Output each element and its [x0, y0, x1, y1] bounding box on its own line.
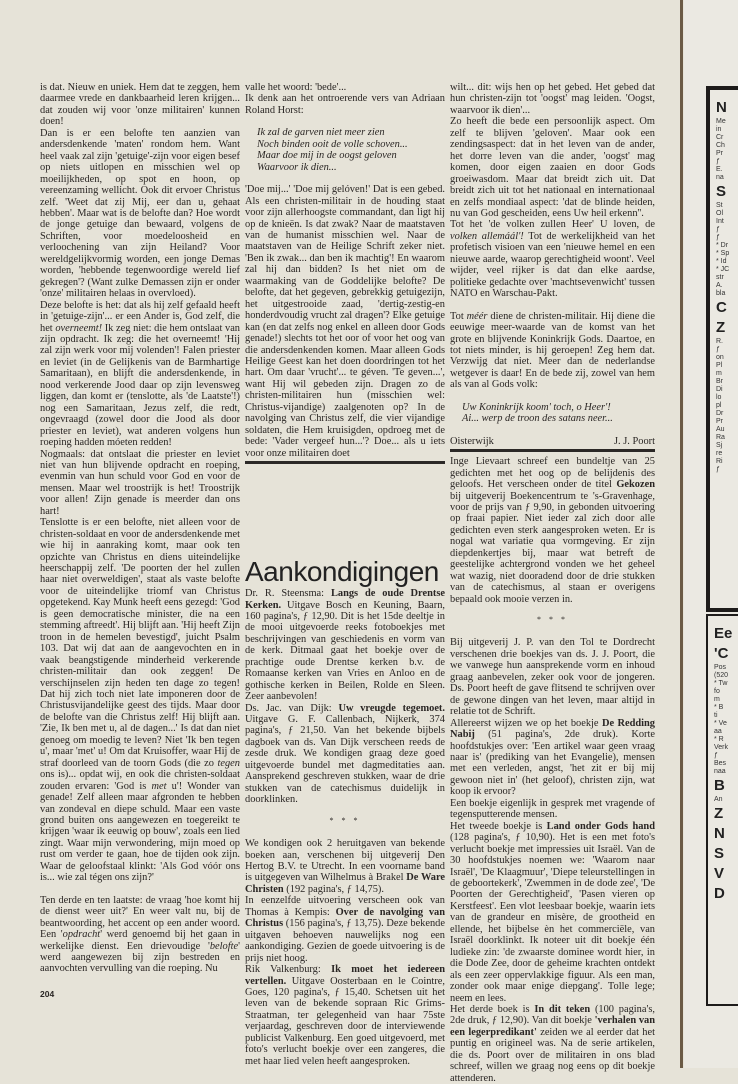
article-column-3	[450, 82, 655, 1084]
paragraph	[245, 838, 445, 895]
cut-off-text-fragment: na	[716, 174, 724, 181]
cut-off-text-fragment: D	[714, 885, 725, 902]
cut-off-text-fragment: Sj	[716, 442, 723, 449]
page-fold	[680, 0, 683, 1068]
cut-off-text-fragment: fo	[714, 688, 720, 695]
text-run: Allereerst wijzen we op het boekje	[450, 717, 602, 729]
cut-off-text-fragment: ƒ	[716, 466, 720, 473]
poem-line: Waarvoor ik dien...	[257, 161, 337, 173]
text-run: u'! Wonder van genade! Zelf alleen maar afgronden te hebben van zondeval en diepe schuld. Maar een vaste grond buiten ons aangewezen en toegereikt te krijgen 'waar ik eeuwig op bouw', zoals een lied zingt. Waar mijn verwondering, mijn moed op rust om verder te gaan, hoe de tijden ook zijn. Waar de geloofstaal klinkt: 'Als God vóór ons is... wie zal tégen ons zijn?'	[40, 780, 240, 884]
cut-off-text-fragment: * Dr	[716, 242, 729, 249]
cut-off-text-fragment: Bes	[714, 760, 727, 767]
emphasis: opdracht	[62, 929, 101, 941]
cut-off-text-fragment: Cr	[716, 134, 724, 141]
text-run: Ten derde en ten laatste: de vraag 'hoe komt hij de dienst weer uit?' En weer valt nu, bij de beantwoording, het accent op een ander woord. Een '	[40, 894, 240, 941]
text-run: In eenzelfde uitvoering verscheen ook van Thomas à Kempis:	[245, 895, 445, 918]
text-run: bij uitgeverij Boekencentrum te 's-Gravenhage, voor de prijs van ƒ 9,90, in gebonden uitvoering op fraai papier. Niet ieder zal zich door alle gedichten even sterk aangesproken weten. Er is nogal wat variatie qua vormgeving. Er zijn diepdenkertjes bij, maar wat betreft de geestelijke achtergrond vonden we het geheel wat wazig, niet dooradend door de drie stukken van de catechismus, al staan er overigens bepaald ook mooie verzen in.	[450, 490, 655, 605]
emphasis: volken allemáál'!	[450, 230, 524, 242]
book-title: Uw vreugde tegemoet.	[338, 702, 445, 714]
cut-off-text-fragment: * Id	[716, 258, 727, 265]
paragraph	[245, 184, 445, 459]
text-run: (128 pagina's, ƒ 10,90). Het is een met foto's verlucht boekje met impressies uit Israël. Van de 30 hoofdstukjes noemen we: 'Waarom naar Israël', 'De Klaagmuur', 'Diepe teleurstellingen in de geboortekerk', 'Zwemmen in de dode zee', 'De Poorten der Gerechtigheid', 'Pasen vieren op Kerstfeest'. Een vlot leesbaar boekje, waarin iets van de grandeur en misère, de grootheid en ellende, het bijbelse èn het commerciële, van Israël doorklinkt. Ik noteer uit dit boekje één ludieke zin: 'de zwaarste dominee wordt hier, in die Dode Zee, door de geheime krachten ontdekt als een zeer oppervlakkige figuur. Als een man, zonder ook maar enige diepgang'. Tolle lege; neem en lees.	[450, 832, 655, 1004]
text-run: Het tweede boekje is	[450, 820, 547, 832]
cut-off-text-fragment: in	[716, 126, 722, 133]
cut-off-text-fragment: E.	[716, 166, 723, 173]
cut-off-text-fragment: Au	[716, 426, 725, 433]
cut-off-text-fragment: (520	[714, 672, 729, 679]
cut-off-text-fragment: St	[716, 202, 723, 209]
text-run: Ds. Jac. van Dijk:	[245, 702, 339, 714]
cut-off-text-fragment: * B	[714, 704, 724, 711]
cut-off-text-fragment: bla	[716, 290, 726, 297]
cut-off-text-fragment: ƒ	[716, 234, 720, 241]
cut-off-text-fragment: B	[714, 777, 725, 794]
emphasis: met	[151, 780, 167, 792]
cut-off-text-fragment: Ol	[716, 210, 723, 217]
cut-off-text-fragment: Pr	[716, 150, 723, 157]
cut-off-text-fragment: m	[714, 696, 720, 703]
text-run: Inge Lievaart schreef een bundeltje van 25 gedichten met het oog op de belijdenis des geloofs. Het verscheen onder de titel	[450, 456, 655, 491]
cut-off-text-fragment: N	[716, 99, 727, 116]
paragraph	[450, 821, 655, 1004]
adjacent-page-box-1	[706, 86, 738, 612]
cut-off-text-fragment: aa	[714, 728, 722, 735]
signature-author: J. J. Poort	[614, 435, 655, 447]
book-title: Ik moet het iedereen vertellen.	[245, 964, 445, 987]
signature-place: Oisterwijk	[450, 435, 494, 447]
separator-stars: * * *	[537, 615, 568, 625]
text-run: Dan is er een belofte ten aanzien van andersdenkende 'maten' rondom hem. Want heel vaak zal zijn 'getuige'-zijn voor eigen besef op niets uitlopen en misschien wel op moeilijkheden, op spot en hoon, op vereenzaming wellicht. Ook dit ervoer Christus zelf. 'Weet dat zij Mij, eer dan u, gehaat hebben'. Maar wat is de belofte dan? Hoe wordt de jonge getuige dan bewaard, volgens de Schriften, voor moedeloosheid en verloochening van zijn Heiland? Voor wereldgelijkvormig worden, een jonge Demas worden, 'hebbende tegenwoordige wereld lief gekregen'? (Want zulke Demassen zijn er onder 'onze' militairen helaas in overvloed).	[40, 127, 240, 300]
cut-off-text-fragment: Pl	[716, 362, 723, 369]
cut-off-text-fragment: A.	[716, 282, 723, 289]
paragraph	[40, 82, 240, 128]
text-run: ' werd genoemd bij het gaan in werkelijke dienst. Een drievoudige '	[40, 929, 240, 952]
cut-off-text-fragment: Pos	[714, 664, 727, 671]
text-run: Zo heeft die bede een persoonlijk aspect. Om zelf te blijven 'geloven'. Maar ook een zendingsaspect: dat in het leven van de ander, het dorre leven van die ander, 'oogst' mag komen, door eigen zaaien en door Gods groeiwasdom. Maar dat breidt zich uit. Dat breidt zich uit tot het nationaal en internationaal en zelfs mondiaal aspect: 'dat de blinde heiden, nu van God gescheiden, eens Uw heil erkenn''.	[450, 116, 655, 219]
announcements-column-3	[450, 456, 655, 605]
text-run: wilt... dit: wijs hen op het gebed. Het gebed dat hun christen-zijn tot 'oogst' mag leiden. 'Oogst, waarvoor ik dien'...	[450, 82, 655, 116]
cut-off-text-fragment: re	[716, 450, 723, 457]
text-run: zeiden we al eerder dat het puntig en origineel was. Na de serie artikelen, die ds. Poort over de militairen in ons blad schreef, willen we graag nog eens op dit boekje attenderen.	[450, 1026, 655, 1084]
cut-off-text-fragment: N	[714, 825, 725, 842]
poem-line: Ai... werp de troon des satans neer...	[462, 413, 613, 425]
text-run: Een boekje eigenlijk in gesprek met vragende of tegensputterende mensen.	[450, 797, 655, 821]
paragraph	[40, 300, 240, 449]
cut-off-text-fragment: str	[716, 274, 724, 281]
paragraph	[450, 637, 655, 717]
cut-off-text-fragment: Br	[716, 378, 723, 385]
book-title: In dit teken	[534, 1003, 591, 1015]
text-run: Rik Valkenburg:	[245, 964, 332, 976]
poem-line: Ik zal de garven niet meer zien	[257, 127, 385, 139]
book-title: De Redding Nabij	[450, 717, 655, 741]
cut-off-text-fragment: Ri	[716, 458, 723, 465]
text-run: ons is)... opdat wij, en ook die christen-soldaat zouden ervaren: 'God is	[40, 769, 240, 792]
cut-off-text-fragment: Z	[714, 805, 724, 822]
text-run: diene de christen-militair. Hij diene die eeuwige meer-waarde van de komst van het grote en blijvende Koninkrijk Gods. Daartoe, en tot niets minder, is hij geroepen! Zeg hem dat. Verzwijg dat niet. Meer dan de nederlandse wetgever is daar! En de bede zij, zowel van hem als van al Gods volk:	[450, 310, 655, 391]
paragraph	[450, 311, 655, 391]
paragraph	[450, 1004, 655, 1084]
adjacent-page-box-2	[706, 614, 738, 1006]
cut-off-text-fragment: m	[716, 370, 722, 377]
article-end-rule	[245, 461, 445, 464]
cut-off-text-fragment: * JC	[716, 266, 730, 273]
book-title: Langs de oude Drentse Kerken.	[245, 588, 445, 611]
book-title: 'verhalen van een legerpredikant'	[450, 1015, 655, 1038]
text-run: Uitgave Bosch en Keuning, Baarn, 160 pagina's, ƒ 12,90. Dit is het 15de deeltje in de mooi uitgevoerde reeks fotoboekjes met beschrijvingen van geschiedenis en vorm van de kerk. Ditmaal gaat het boekje over de prachtige oude Drentse kerken b.v. de Romaanse kerken van Vries en Anloo en de gothische kerken in Beilen, Rolde en Sleen. Zeer aanbevolen!	[245, 599, 445, 703]
cut-off-text-fragment: Int	[716, 218, 724, 225]
cut-off-text-fragment: on	[716, 354, 724, 361]
text-run: Bij uitgeverij J. P. van den Tol te Dordrecht verschenen drie boekjes van ds. J. J. Poort, die we vanwege hun aansprekende vorm en inhoud graag aanbevelen, zeker ook voor de jongeren. Ds. Poort heeft de gave flitsend te schrijven over de gewone dingen van het leven, maar altijd in relatie tot de Schrift.	[450, 637, 655, 718]
emphasis: belofte	[209, 940, 239, 952]
text-run: (51 pagina's, 2de druk). Korte hoofdstukjes over: 'Een artikel waar geen vraag naar is' (prediking van het Evangelie), mensen met een verleden, angst, 'het zit er bij mij gewoon niet in' (het geloof), christen zijn, wat koop ik ervoor?	[450, 729, 655, 798]
cut-off-text-fragment: * Sp	[716, 250, 730, 257]
cut-off-text-fragment: Pr	[716, 418, 723, 425]
cut-off-text-fragment: Ch	[716, 142, 725, 149]
cut-off-text-fragment: lo	[716, 394, 722, 401]
paragraph	[245, 703, 445, 806]
cut-off-text-fragment: ƒ	[716, 346, 720, 353]
article-signature	[450, 436, 655, 447]
cut-off-text-fragment: pl	[716, 402, 722, 409]
text-run: (192 pagina's, ƒ 14,75).	[283, 883, 384, 895]
book-title: De Ware Christen	[245, 872, 445, 895]
poem-horst	[257, 127, 445, 173]
cut-off-text-fragment: Z	[716, 319, 726, 336]
emphasis: tegen	[217, 757, 240, 769]
article-column-2	[245, 82, 445, 1067]
paragraph	[245, 964, 445, 1067]
text-run: Tot het 'de volken zullen Heer' U loven, de	[450, 219, 655, 231]
page-number: 204	[40, 988, 55, 999]
text-run: Tenslotte is er een belofte, niet alleen voor de christen-soldaat en voor de andersdenkende met wie hij in aanraking komt, maar ook ten opzichte van Christus en diens uiteindelijke heerschappij zelf. 'De poorten der hel zullen haar niet overweldigen', staat als vaste belofte voor de uiteindelijke triomf van Christus opgetekend. Kay Munk heeft eens gezegd: 'God is geen democratische minister, die na een stemming aftreedt'. Hij blijft aan. 'Hij heeft Zijn troon in de hemelen bevestigd', juicht Psalm 103. Dat wij dat aan de aangevochten en in vaak beangstigende minderheid verkerende christen-militair dan ook zeggen! De verschijnselen zijn heden ten dage zo tegen! Dat hij zich toch niet late imponeren door de Christusvijandelijke geest des tijds. Maar door de belofte van die Christus zelf! Hij blijft aan. 'Zie, Ik ben met u, al de dagen...' Is dat dan niet genoeg om moedig te leven? Niet 'Ik ben tegen u', maar 'met' u! Om dat Kruisoffer, waar Hij de straf doorleed van de toorn Gods (die zo	[40, 517, 240, 769]
paragraph	[40, 449, 240, 518]
cut-off-text-fragment: Ee	[714, 625, 733, 642]
cut-off-text-fragment: Me	[716, 118, 726, 125]
paragraph	[450, 456, 655, 605]
text-run: Tot	[450, 310, 467, 322]
text-run: Nogmaals: dat ontslaat die priester en leviet niet van hun blijvende opdracht en roeping, evenmin van hun schuld voor God en voor de mensen. Maar wel troostrijk is het! Troostrijk voor allen! Zijn genade is meerder dan ons hart!	[40, 448, 240, 517]
paragraph	[450, 219, 655, 299]
cut-off-text-fragment: Di	[716, 386, 723, 393]
cut-off-text-fragment: * R	[714, 736, 724, 743]
poem-line: Uw Koninkrijk koom' toch, o Heer'!	[462, 401, 611, 413]
cut-off-text-fragment: ƒ	[716, 158, 720, 165]
paragraph	[245, 588, 445, 703]
paragraph	[450, 718, 655, 798]
paragraph	[40, 895, 240, 975]
text-run: We kondigen ook 2 heruitgaven van bekende boeken aan, verschenen bij uitgeverij Den Hertog B.V. te Utrecht. In een voorname band is uitgegeven van Wilhelmus à Brakel	[245, 838, 445, 884]
book-title: Land onder Gods hand	[546, 820, 655, 832]
text-run: (156 pagina's, ƒ 13,75). Deze bekende uitgaven behoeven nauwelijks nog een aankondiging. Gezien de goede uitvoering is de prijs niet hoog.	[245, 918, 445, 964]
text-run: Deze belofte is het: dat als hij zelf gefaald heeft in 'getuige-zijn'... er een Ander is, God zelf, die het	[40, 299, 240, 334]
poem-line: Noch binden ooit de volle schoven...	[257, 138, 408, 150]
paragraph	[450, 798, 655, 821]
emphasis: overneemt!	[55, 322, 103, 334]
book-title: Over de navolging van Christus	[245, 906, 445, 930]
text-run: Uitgave G. F. Callenbach, Nijkerk, 374 pagina's, ƒ 21,50. Van het bekende bijbels dagboek van ds. Van Dijk verscheen reeds de zesde druk. We kondigen graag deze goed uitgevoerde bundel met dagmeditaties aan. Aansprekend geschreven stukken, waar de drie stukken van de catechismus duidelijk in doorklinken.	[245, 714, 445, 806]
cut-off-text-fragment: * Ve	[714, 720, 727, 727]
poem-koninkrijk	[462, 402, 655, 425]
text-run: Ik denk aan het ontroerende vers van Adriaan Roland Horst:	[245, 93, 445, 116]
cut-off-text-fragment: Ra	[716, 434, 725, 441]
cut-off-text-fragment: An	[714, 796, 723, 803]
text-run: 'Doe mij...' 'Doe mij gelóven!' Dat is een gebed. Als een christen-militair in de houding staat voor zijn allerhoogste commandant, dan ligt hij op de knieën. Is dat zwak? Naar de maatstaven van de humanist misschien wel. Naar de maatstaven van de Heilige Schrift zeker niet. 'Ben ik zwak... dan ben ik machtig'! En waarom zal hij dan bidden? Is het niet om de waarmaking van de Goddelijke belofte? De belofte, dat het gegeven, gebrekkig getuigezijn, het uitgestrooide zaad, 'dertig-zestig-en honderdvoudig vrucht zal dragen'? Elke getuige kan (en dat zelfs nog enkel en alleen door Gods genade!) slechts tot het oor of voor het oog van die andersdenkenden komen. Maar alleen Gods Heilige Geest kan het doen doordringen tot het hart. Om daar 'vrucht'... te géven. 'Te geven...', want Hij wil gebeden zijn. Dragen zo de christen-militairen hun (misschien wel: Christus-vijandige) zaalgenoten op? In de navolging van Christus zelf, die vier vijandige soldaten, die Hem kruisigden, opdroeg met de bede: 'Vader vergeef hun...'? Doe... als u iets voor onze militairen doet	[245, 184, 445, 459]
separator-stars: * * *	[329, 815, 361, 825]
paragraph	[450, 116, 655, 219]
cut-off-text-fragment: ƒ	[716, 226, 720, 233]
emphasis: méér	[466, 310, 488, 322]
cut-off-text-fragment: ti	[714, 712, 718, 719]
cut-off-text-fragment: naa	[714, 768, 726, 775]
text-run: Dr. R. Steensma:	[245, 588, 331, 600]
text-run: Uitgave Oosterbaan en le Cointre, Goes, 120 pagina's, ƒ 15,40. Schetsen uit het leven van de bekende sopraan Ric Grims-Straatman, ter gelegenheid van haar 75ste verjaardag, geschreven door de interviewende publicist Valkenburg. Een goed uitgevoerd, met foto's verlucht boekje over een zangeres, die met haar lied velen heeft aangesproken.	[245, 975, 445, 1067]
cut-off-text-fragment: V	[714, 865, 725, 882]
paragraph	[245, 93, 445, 116]
text-run: Tot de werkelijkheid van het profetisch visioen van een 'nieuwe hemel en een nieuwe aarde, waarop gerechtigheid woont'. Veel wijder, veel rijker is dat dan elke aardse, politieke gedachte over 'machtsevenwicht' tussen NATO en Warschau-Pakt.	[450, 230, 655, 300]
text-run: Het derde boek is	[450, 1003, 535, 1015]
text-run: (100 pagina's, 2de druk, ƒ 12,90). Van dit boekje	[450, 1003, 655, 1027]
poem-line: Maar doe mij in de oogst geloven	[257, 150, 397, 162]
cut-off-text-fragment: ƒ	[714, 752, 718, 759]
article-column-1	[40, 82, 240, 999]
cut-off-text-fragment: Dr	[716, 410, 724, 417]
text-run: is dat. Nieuw en uniek. Hem dat te zeggen, hem daarmee vrede en dankbaarheid leren krijgen... dat zouden wij voor 'onze militairen' kunnen doen!	[40, 82, 240, 128]
text-run: Ik zeg niet: die hem ontslaat van zijn opdracht. Ik zeg: die het overneemt! 'Hij zal zijn werk voor mij volenden'! Falen priester en leviet (in de Gelijkenis van de Barmhartige Samaritaan), en blijft die andersdenkende, in nood verkerende Jood daar op zijn levensweg liggen, dan komt er (tenslotte, als 'de Laatste'!) nog een Samaritaan, Jezus zelf, die redt, ongevraagd (zowel door die Jood als door priester en leviet), wat anderen volgens hun roeping hadden móeten redden!	[40, 322, 240, 449]
paragraph	[245, 895, 445, 964]
text-run: ' werd aangewezen bij zijn bestreden en aanvochten vervulling van die roeping. Nu	[40, 940, 240, 975]
paragraph	[40, 128, 240, 300]
paragraph	[245, 82, 445, 93]
cut-off-text-fragment: 'C	[714, 645, 729, 662]
cut-off-text-fragment: Verk	[714, 744, 729, 751]
paragraph	[450, 82, 655, 116]
paragraph	[40, 517, 240, 884]
article-end-rule	[450, 449, 655, 452]
cut-off-text-fragment: C	[716, 299, 727, 316]
cut-off-text-fragment: * Tw	[714, 680, 728, 687]
cut-off-text-fragment: S	[714, 845, 725, 862]
text-run: valle het woord: 'bede'...	[245, 82, 347, 93]
section-heading-aankondigingen: Aankondigingen	[245, 556, 439, 588]
book-title: Gekozen	[616, 479, 655, 491]
cut-off-text-fragment: R.	[716, 338, 723, 345]
cut-off-text-fragment: S	[716, 183, 727, 200]
